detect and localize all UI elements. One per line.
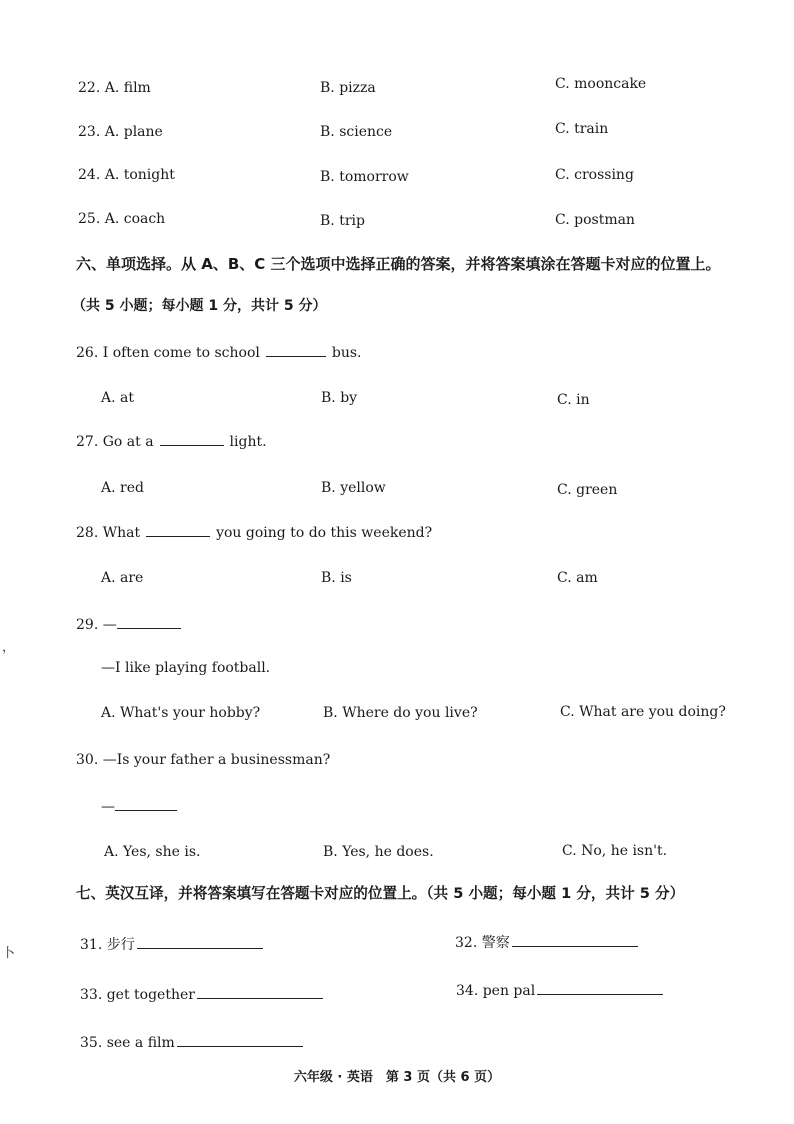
page-footer: 六年级 · 英语 第 3 页（共 6 页）: [293, 1070, 501, 1085]
answer-line: [177, 1032, 303, 1047]
translation-prompt: 32. 警察: [455, 935, 510, 951]
option-b: B. pizza: [320, 80, 376, 96]
option-c: C. What are you doing?: [560, 704, 726, 720]
option-b: B. trip: [320, 213, 365, 229]
option-a: A. What's your hobby?: [101, 705, 261, 721]
options-28: [0, 568, 794, 592]
option-b: B. Yes, he does.: [323, 844, 434, 860]
question-text: light.: [229, 434, 267, 450]
answer-line: [537, 980, 663, 995]
option-a: 24. A. tonight: [78, 167, 175, 183]
answer-blank: [266, 342, 326, 357]
option-a: A. red: [101, 480, 144, 496]
question-27: [76, 431, 267, 452]
section-6-subtitle: （共 5 小题；每小题 1 分，共计 5 分）: [72, 298, 327, 314]
question-row-22: [0, 78, 794, 102]
translation-31: [80, 934, 263, 955]
question-text: 28. What: [76, 525, 141, 541]
option-a: A. Yes, she is.: [104, 844, 201, 860]
dialogue-reply-30: [101, 796, 183, 817]
option-a: A. at: [101, 390, 134, 406]
question-text: 26. I often come to school: [76, 345, 260, 361]
option-b: B. tomorrow: [320, 169, 409, 185]
option-c: C. in: [557, 392, 590, 408]
option-b: B. Where do you live?: [323, 705, 478, 721]
option-a: 22. A. film: [78, 80, 151, 96]
question-row-25: [0, 209, 794, 233]
option-b: B. is: [321, 570, 352, 586]
option-c: C. No, he isn't.: [562, 843, 668, 859]
margin-mark: ，: [2, 640, 16, 655]
question-text: 27. Go at a: [76, 434, 154, 450]
translation-prompt: 33. get together: [80, 987, 195, 1003]
translation-prompt: 35. see a film: [80, 1035, 175, 1051]
question-text: —: [101, 799, 115, 815]
translation-35: [80, 1032, 303, 1053]
option-a: A. are: [101, 570, 144, 586]
option-b: B. science: [320, 124, 393, 140]
translation-33: [80, 984, 323, 1005]
question-text: bus.: [331, 345, 362, 361]
section-6-title: 六、单项选择。从 A、B、C 三个选项中选择正确的答案，并将答案填涂在答题卡对应的位置上。: [76, 255, 721, 273]
question-28: [76, 522, 432, 543]
question-row-23: [0, 122, 794, 146]
option-c: C. am: [557, 570, 598, 586]
option-b: B. by: [321, 390, 358, 406]
translation-32: [455, 932, 638, 953]
option-c: C. green: [557, 482, 618, 498]
options-26: [0, 388, 794, 412]
question-row-24: [0, 165, 794, 189]
question-text: 29. —: [76, 617, 117, 633]
options-30: [0, 842, 794, 866]
answer-blank: [160, 431, 224, 446]
option-a: 23. A. plane: [78, 124, 163, 140]
dialogue-reply-29: —I like playing football.: [101, 660, 271, 676]
option-c: C. crossing: [555, 167, 634, 183]
answer-blank: [117, 614, 181, 629]
answer-blank: [146, 522, 210, 537]
translation-34: [456, 980, 663, 1001]
translation-prompt: 34. pen pal: [456, 983, 536, 999]
question-30: 30. —Is your father a businessman?: [76, 752, 331, 768]
option-c: C. train: [555, 121, 609, 137]
answer-blank: [115, 796, 177, 811]
question-26: [76, 342, 361, 363]
option-c: C. postman: [555, 212, 635, 228]
answer-line: [197, 984, 323, 999]
margin-mark: 卜: [2, 946, 16, 961]
question-29: [76, 614, 187, 635]
option-b: B. yellow: [321, 480, 386, 496]
section-7-title: 七、英汉互译，并将答案填写在答题卡对应的位置上。（共 5 小题；每小题 1 分，共计 5 分）: [76, 885, 685, 902]
options-27: [0, 478, 794, 502]
question-text: you going to do this weekend?: [216, 525, 433, 541]
option-a: 25. A. coach: [78, 211, 166, 227]
translation-prompt: 31. 步行: [80, 937, 135, 953]
options-29: [0, 703, 794, 727]
option-c: C. mooncake: [555, 76, 647, 92]
answer-line: [512, 932, 638, 947]
answer-line: [137, 934, 263, 949]
